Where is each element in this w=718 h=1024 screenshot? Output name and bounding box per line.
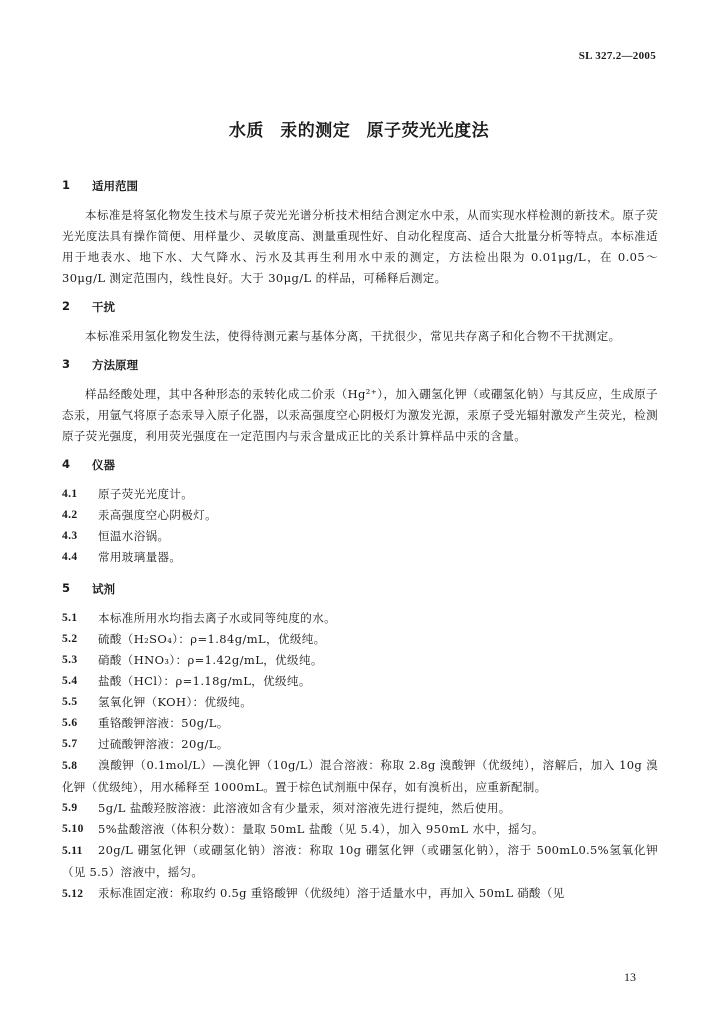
- section-heading: [62, 581, 658, 597]
- document-body: [62, 178, 658, 905]
- item-text: 重铬酸钾溶液：50g/L。: [98, 716, 229, 730]
- item-number: 5.10: [62, 823, 84, 835]
- section-number: 3: [62, 357, 71, 371]
- section-title: 仪器: [92, 458, 115, 472]
- section-paragraph: 本标准是将氢化物发生技术与原子荧光光谱分析技术相结合测定水中汞，从而实现水样检测的新技术。原子荧光光度法具有操作简便、用样量少、灵敏度高、测量重现性好、自动化程度高、适合大批量分析等特点。本标准适用于地表水、地下水、大气降水、污水及其再生利用水中汞的测定，方法检出限为 0.01μg/L，在 0.05～30μg/L 测定范围内，线性良好。大于 30μg/L 的样品，可稀释后测定。: [62, 208, 658, 285]
- item-number: 4.3: [62, 530, 78, 542]
- section-number: 4: [62, 457, 71, 471]
- item-number: 5.7: [62, 738, 78, 750]
- list-item: [62, 713, 658, 734]
- section-heading: [62, 299, 658, 315]
- reagent-list: [62, 608, 658, 905]
- section-heading: [62, 178, 658, 194]
- item-text: 5%盐酸溶液（体积分数）：量取 50mL 盐酸（见 5.4），加入 950mL 水中，摇匀。: [98, 822, 544, 836]
- item-text: 盐酸（HCl）：ρ=1.18g/mL，优级纯。: [98, 674, 311, 688]
- item-number: 5.3: [62, 654, 78, 666]
- section-heading: [62, 457, 658, 473]
- list-item: [62, 608, 658, 629]
- item-number: 4.4: [62, 551, 78, 563]
- item-text: 氢氧化钾（KOH）：优级纯。: [98, 695, 253, 709]
- section-title: 干扰: [92, 300, 115, 314]
- item-text: 20g/L 硼氢化钾（或硼氢化钠）溶液：称取 10g 硼氢化钾（或硼氢化钠），溶于 500mL0.5%氢氧化钾（见 5.5）溶液中，摇匀。: [62, 843, 658, 879]
- section-paragraph: 样品经酸处理，其中各种形态的汞转化成二价汞（Hg²⁺），加入硼氢化钾（或硼氢化钠）与其反应，生成原子态汞，用氩气将原子态汞导入原子化器，以汞高强度空心阴极灯为激发光源，汞原子受光辐射激发产生荧光，检测原子荧光强度，利用荧光强度在一定范围内与汞含量成正比的关系计算样品中汞的含量。: [62, 387, 658, 443]
- item-text: 原子荧光光度计。: [98, 487, 194, 501]
- item-number: 5.6: [62, 717, 78, 729]
- document-title: 水质 汞的测定 原子荧光光度法: [228, 121, 490, 141]
- item-number: 5.9: [62, 802, 78, 814]
- item-text: 本标准所用水均指去离子水或同等纯度的水。: [98, 611, 336, 625]
- list-item: [62, 505, 658, 526]
- item-text: 5g/L 盐酸羟胺溶液：此溶液如含有少量汞，须对溶液先进行提纯，然后使用。: [98, 801, 511, 815]
- list-item: [62, 883, 658, 905]
- list-item: [62, 650, 658, 671]
- item-text: 溴酸钾（0.1mol/L）—溴化钾（10g/L）混合溶液：称取 2.8g 溴酸钾（优级纯），溶解后，加入 10g 溴化钾（优级纯），用水稀释至 1000mL。置于棕色试剂瓶中保存，如有溴析出，应重新配制。: [62, 758, 658, 794]
- page-number: 13: [624, 970, 636, 984]
- instrument-list: [62, 484, 658, 568]
- section-number: 5: [62, 581, 71, 595]
- section-number: 2: [62, 299, 71, 313]
- item-number: 5.8: [62, 760, 78, 772]
- item-text: 汞标准固定液：称取约 0.5g 重铬酸钾（优级纯）溶于适量水中，再加入 50mL 硝酸（见: [98, 886, 565, 900]
- list-item: [62, 526, 658, 547]
- list-item: [62, 484, 658, 505]
- item-text: 过硫酸钾溶液：20g/L。: [98, 737, 229, 751]
- list-item: [62, 734, 658, 755]
- item-number: 5.1: [62, 612, 78, 624]
- list-item: [62, 547, 658, 568]
- standard-code: SL 327.2—2005: [578, 50, 656, 62]
- list-item: [62, 692, 658, 713]
- item-number: 5.2: [62, 633, 78, 645]
- item-number: 5.11: [62, 845, 83, 857]
- list-item: [62, 798, 658, 819]
- item-number: 5.5: [62, 696, 78, 708]
- list-item: [62, 819, 658, 840]
- section-number: 1: [62, 178, 71, 192]
- item-text: 常用玻璃量器。: [98, 550, 182, 564]
- item-text: 硝酸（HNO₃）：ρ=1.42g/mL，优级纯。: [98, 653, 323, 667]
- list-item: [62, 671, 658, 692]
- list-item: [62, 755, 658, 798]
- item-number: 5.12: [62, 888, 84, 900]
- item-text: 汞高强度空心阴极灯。: [98, 508, 217, 522]
- item-number: 4.2: [62, 509, 78, 521]
- section-paragraph: 本标准采用氢化物发生法，使得待测元素与基体分离，干扰很少，常见共存离子和化合物不干扰测定。: [85, 329, 621, 343]
- section-title: 适用范围: [92, 179, 138, 193]
- item-number: 4.1: [62, 488, 78, 500]
- item-text: 恒温水浴锅。: [98, 529, 170, 543]
- list-item: [62, 629, 658, 650]
- item-number: 5.4: [62, 675, 78, 687]
- section-title: 方法原理: [92, 358, 138, 372]
- list-item: [62, 840, 658, 883]
- section-title: 试剂: [92, 582, 115, 596]
- section-heading: [62, 357, 658, 373]
- item-text: 硫酸（H₂SO₄）：ρ=1.84g/mL，优级纯。: [98, 632, 326, 646]
